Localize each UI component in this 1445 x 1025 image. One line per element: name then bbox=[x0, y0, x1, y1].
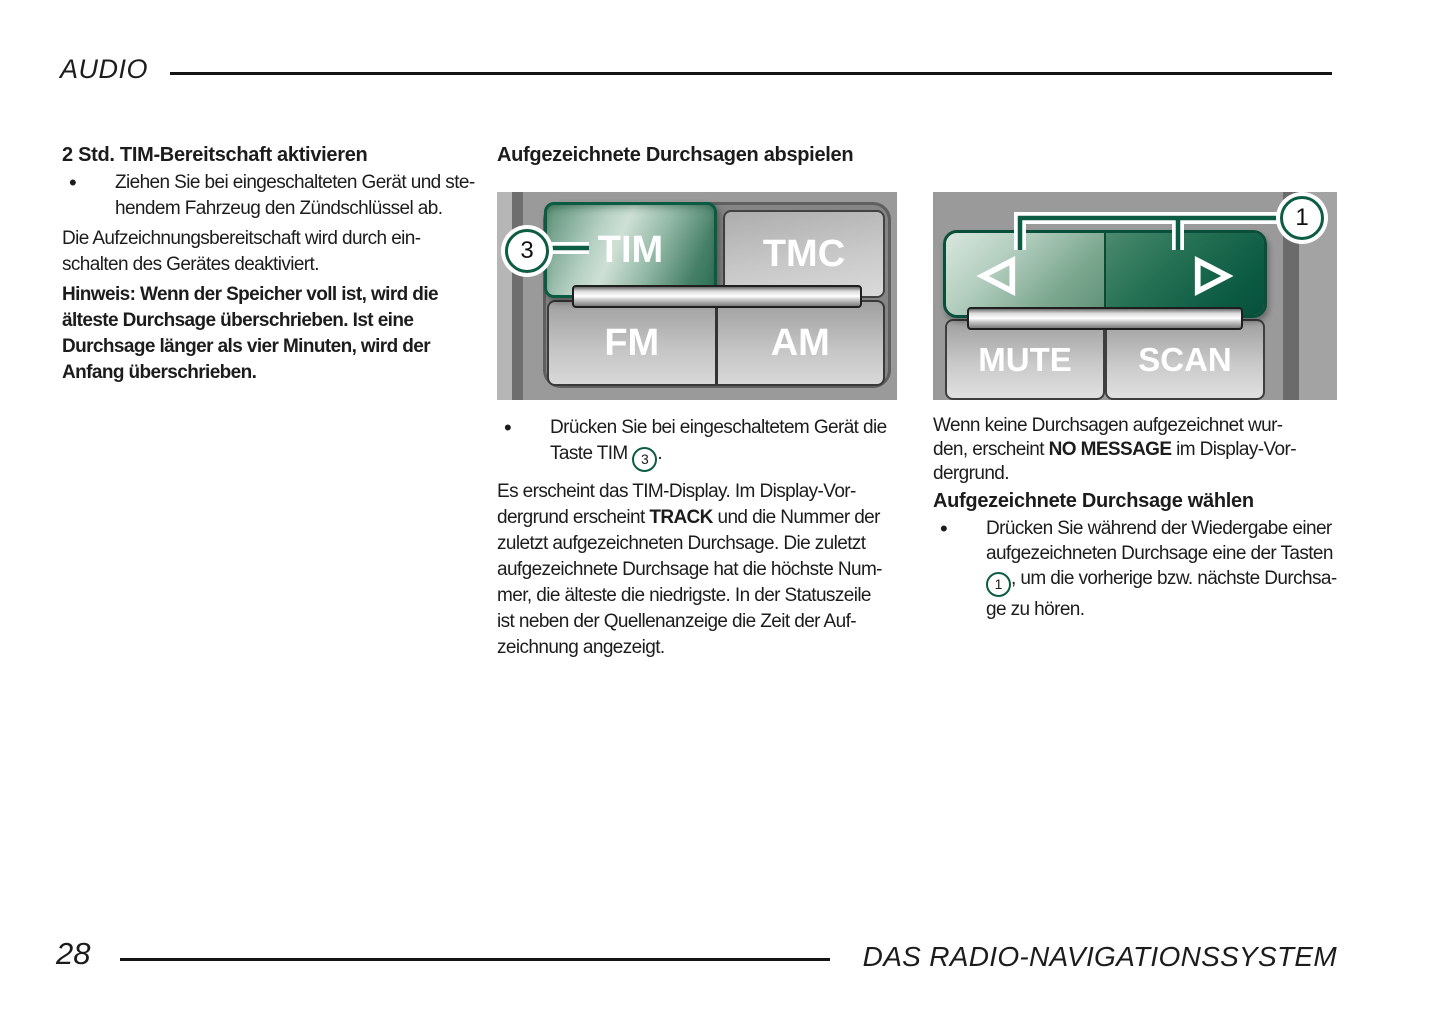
tmc-button: TMC bbox=[723, 210, 885, 298]
bullet-text: Drücken Sie bei eingeschaltetem Gerät die Taste TIM 3 . bbox=[550, 415, 887, 472]
mute-button: MUTE bbox=[945, 319, 1105, 400]
fm-am-button-row bbox=[547, 300, 885, 386]
figure-seek-buttons bbox=[933, 192, 1337, 400]
page-number: 28 bbox=[56, 936, 91, 971]
bullet-marker: • bbox=[940, 516, 948, 541]
bullet-item bbox=[62, 170, 475, 222]
bullet-marker: • bbox=[69, 170, 77, 195]
tim-button: TIM bbox=[544, 202, 717, 298]
next-track-button bbox=[1104, 233, 1264, 315]
heading-durchsagen-abspielen: Aufgezeichnete Durchsagen abspielen bbox=[497, 144, 854, 166]
footer-title: DAS RADIO-NAVIGATIONSSYSTEM bbox=[862, 941, 1337, 972]
paragraph: Es erscheint das TIM-Display. Im Display-Vor- dergrund erscheint TRACK und die Nummer der zuletzt aufgezeichneten Durchsage. Die zuletzt aufgezeichnete Durchsage hat die höchste Num- mer, die älteste die niedrigste. In der Statuszeile ist neben der Quellenanzeige die Zeit der Auf- zeichnung angezeigt. bbox=[497, 480, 882, 658]
callout-1: 1 bbox=[1280, 196, 1324, 240]
panel-edge-strip bbox=[497, 192, 512, 400]
fm-button: FM bbox=[604, 321, 660, 364]
panel-groove-strip bbox=[512, 192, 523, 400]
header-rule bbox=[170, 72, 1332, 75]
rocker-bar bbox=[572, 285, 862, 308]
scan-button: SCAN bbox=[1105, 319, 1265, 400]
inline-callout-3: 3 bbox=[632, 447, 657, 472]
bullet-text: Drücken Sie während der Wiedergabe einer aufgezeichneten Durchsage eine der Tasten 1 , um die vorherige bzw. nächste Durchsa- ge zu hören. bbox=[986, 518, 1337, 620]
column-right bbox=[933, 142, 1339, 622]
seek-button-group bbox=[943, 230, 1267, 318]
inline-callout-1: 1 bbox=[986, 572, 1011, 597]
next-track-icon bbox=[1190, 255, 1236, 297]
callout-3: 3 bbox=[505, 229, 549, 273]
previous-track-button bbox=[946, 233, 1104, 315]
column-middle bbox=[497, 142, 901, 661]
column-left bbox=[62, 142, 475, 386]
section-title: AUDIO bbox=[60, 54, 149, 84]
paragraph: Die Aufzeichnungsbereitschaft wird durch ein- schalten des Gerätes deaktiviert. bbox=[62, 228, 421, 275]
bullet-item bbox=[933, 516, 1339, 622]
heading-durchsage-waehlen: Aufgezeichnete Durchsage wählen bbox=[933, 490, 1254, 512]
heading-tim-bereitschaft: 2 Std. TIM-Bereitschaft aktivieren bbox=[62, 144, 368, 166]
bullet-text: Ziehen Sie bei eingeschalteten Gerät und ste- hendem Fahrzeug den Zündschlüssel ab. bbox=[115, 172, 475, 219]
note-paragraph: Hinweis: Wenn der Speicher voll ist, wird die älteste Durchsage überschrieben. Ist eine Durchsage länger als vier Minuten, wird der Anfang überschrieben. bbox=[62, 284, 438, 383]
previous-track-icon bbox=[974, 255, 1020, 297]
footer-rule bbox=[120, 958, 830, 961]
am-button: AM bbox=[715, 302, 884, 384]
bullet-item bbox=[497, 415, 901, 472]
paragraph: Wenn keine Durchsagen aufgezeichnet wur- den, erscheint NO MESSAGE im Display-Vor- dergrund. bbox=[933, 415, 1296, 484]
figure-source-buttons bbox=[497, 192, 897, 400]
rocker-bar bbox=[967, 307, 1243, 330]
bullet-marker: • bbox=[504, 415, 512, 440]
